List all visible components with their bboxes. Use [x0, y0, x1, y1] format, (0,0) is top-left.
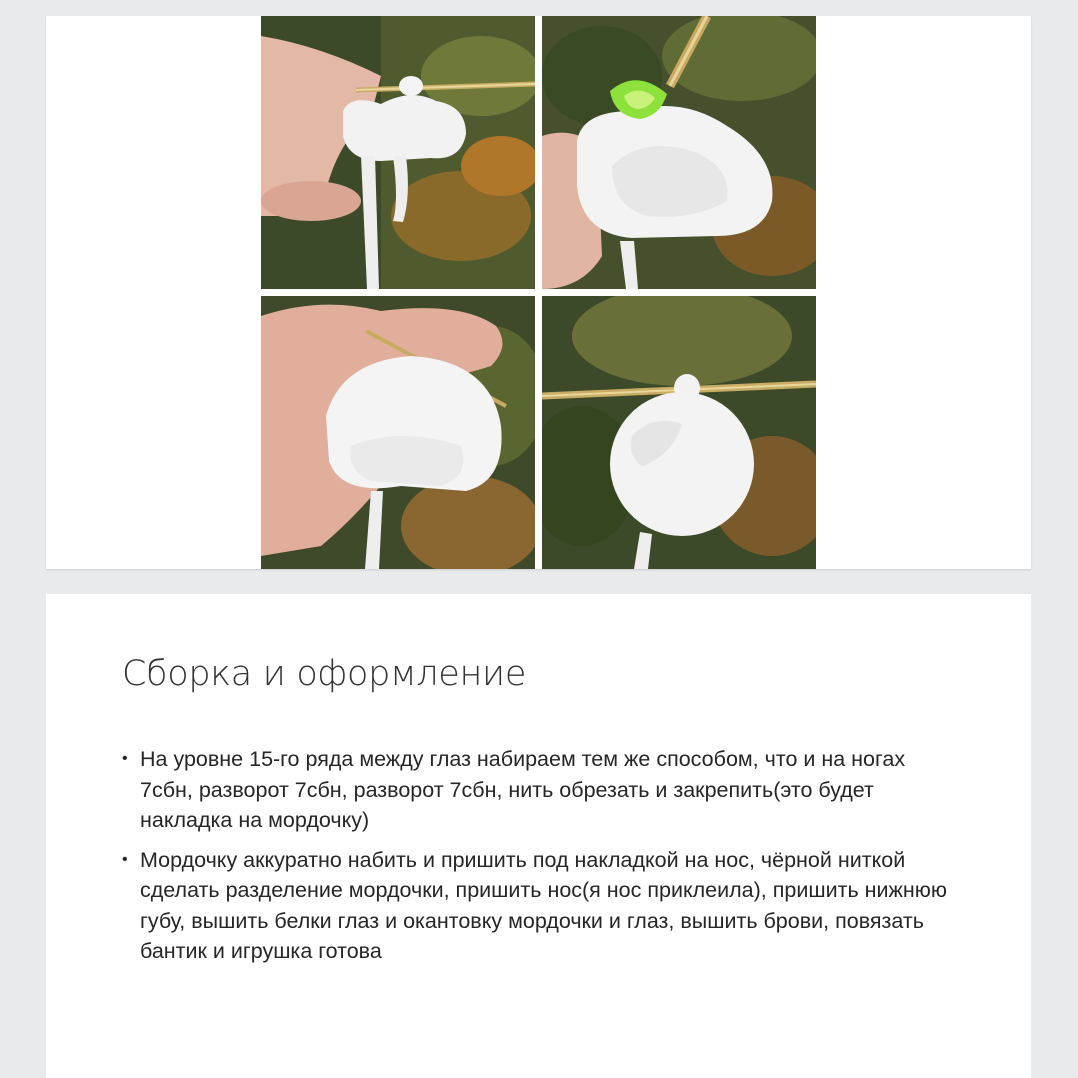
crochet-photo-image — [542, 16, 816, 289]
bullet-text: Мордочку аккуратно набить и пришить под накладкой на нос, чёрной ниткой сделать разделение мордочки, пришить нос(я нос приклеила), пришить нижнюю губу, вышить белки глаз и окантовку мордочки и глаз, вышить брови, повязать бантик и игрушка готова — [140, 847, 948, 963]
bullet-item — [122, 845, 962, 967]
bullet-dot-icon: • — [122, 850, 128, 868]
photo-crochet-step-3 — [261, 296, 535, 569]
text-slide — [46, 594, 1031, 1078]
slide-title: Сборка и оформление — [122, 654, 527, 694]
crochet-photo-image — [542, 296, 816, 569]
photo-crochet-step-4 — [542, 296, 816, 569]
bullet-text: На уровне 15-го ряда между глаз набираем тем же способом, что и на ногах 7сбн, разворот 7сбн, разворот 7сбн, нить обрезать и закрепить(это будет накладка на мордочку) — [140, 747, 906, 832]
bullet-item — [122, 744, 962, 836]
crochet-photo-image — [261, 296, 535, 569]
bullet-list — [122, 744, 962, 976]
photo-grid — [261, 16, 816, 569]
photo-slide — [46, 16, 1031, 569]
bullet-dot-icon: • — [122, 750, 128, 767]
photo-crochet-step-2 — [542, 16, 816, 289]
photo-crochet-step-1 — [261, 16, 535, 289]
crochet-photo-image — [261, 16, 535, 289]
